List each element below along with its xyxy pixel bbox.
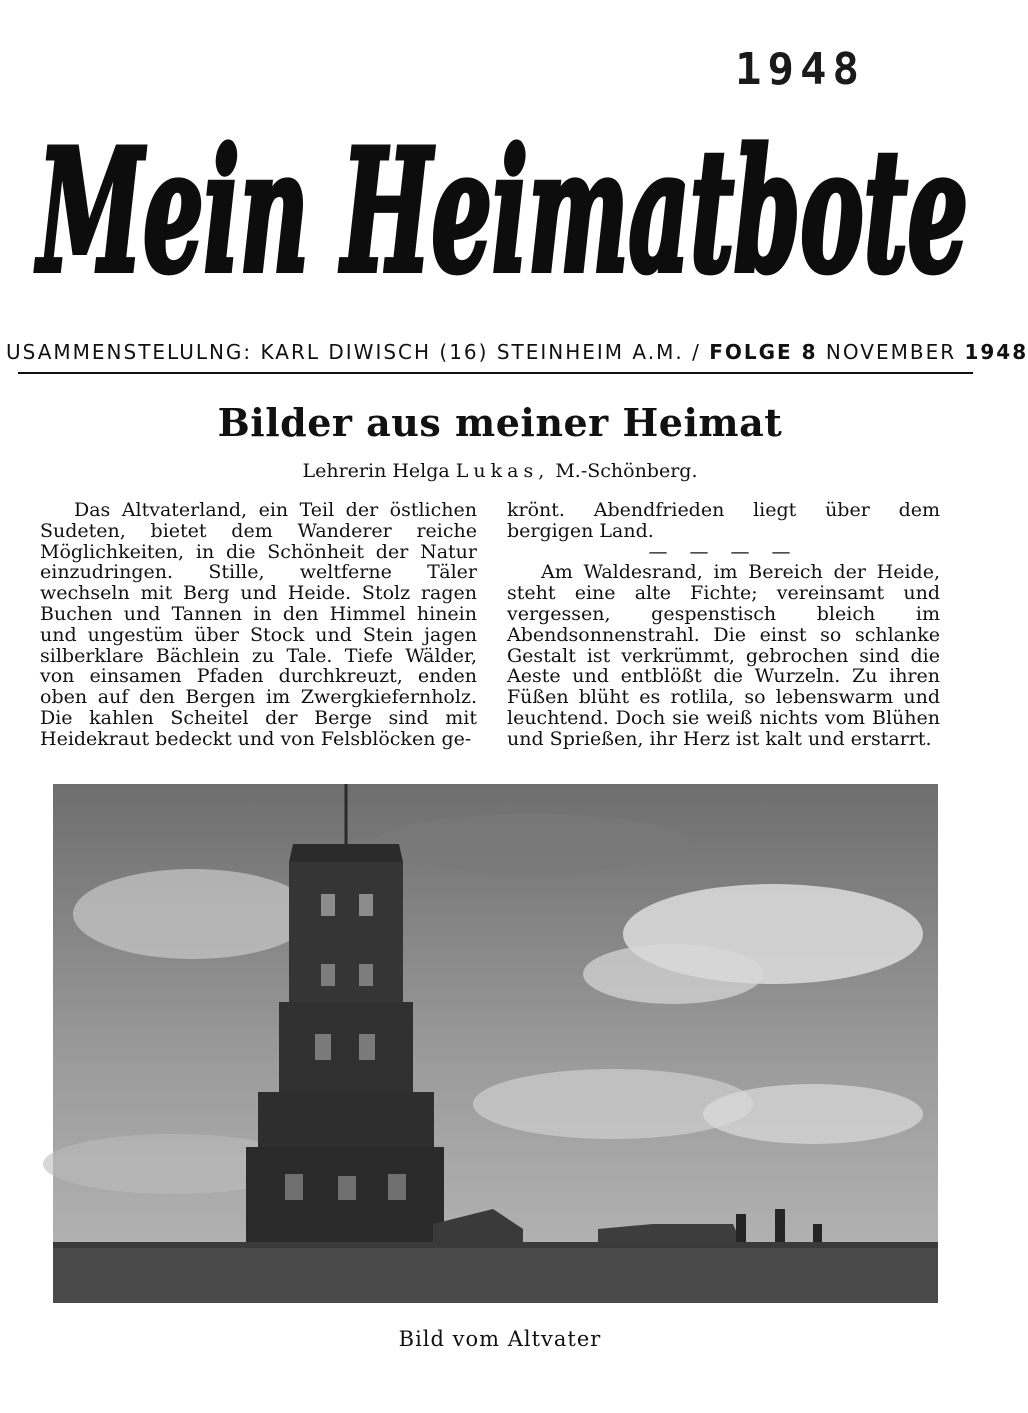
masthead-title: Mein Heimatbote: [35, 112, 969, 310]
article-byline: [0, 460, 1000, 482]
article-paragraph: Am Waldesrand, im Bereich der Heide, steht eine alte Fichte; vereinsamt und vergessen, gespenstisch bleich im Abendsonnenstrahl. Die einst so schlanke Gestalt ist verkrümmt, gebrochen sind die Aeste und entblößt die Wurzeln. Zu ihren Füßen blüht es rotlila, so lebenswarm und leuchtend. Doch sie weiß nichts vom Blühen und Sprießen, ihr Herz ist kalt und erstarrt.: [507, 561, 940, 750]
tower-photo-image: [53, 784, 938, 1303]
masthead-subline: [6, 340, 1028, 364]
issue-number: FOLGE 8: [709, 340, 818, 364]
altvater-photo: [53, 784, 938, 1303]
issue-month: NOVEMBER: [825, 340, 957, 364]
article-column-left: [40, 500, 477, 750]
masthead-rule: [18, 372, 973, 374]
masthead-logo: [28, 90, 978, 330]
editor-address: KARL DIWISCH (16) STEINHEIM A.M.: [260, 340, 684, 364]
author-name: Lukas,: [455, 460, 550, 482]
blackletter-title-graphic: [28, 90, 978, 330]
article-title: Bilder aus meiner Heimat: [217, 400, 783, 445]
article-paragraph: Das Altvaterland, ein Teil der östlichen Sudeten, bietet dem Wanderer reiche Möglichkeiten, in die Schönheit der Natur einzudringen. Stille, weltferne Täler wechseln mit Berg und Heide. Stolz ragen Buchen und Tannen in den Himmel hinein und ungestüm über Stock und Stein jagen silberklare Bächlein zu Tale. Tiefe Wälder, von einsamen Pfaden durchkreuzt, enden oben auf den Bergen im Zwergkiefernholz. Die kahlen Scheitel der Berge sind mit Heidekraut bedeckt und von Felsblöcken ge-: [40, 499, 477, 750]
article-column-right: [507, 500, 940, 750]
date-stamp: [735, 44, 865, 95]
stamp-year: 1948: [735, 44, 865, 95]
article-paragraph-continued: krönt. Abendfrieden liegt über dem bergigen Land.: [507, 499, 940, 542]
photo-caption: Bild vom Altvater: [398, 1327, 602, 1351]
section-separator: — — — —: [648, 540, 799, 563]
printer-label: USAMMENSTELULNG:: [6, 340, 253, 364]
author-place: M.-Schönberg.: [555, 460, 698, 482]
issue-year: 1948: [964, 340, 1028, 364]
author-prefix: Lehrerin Helga: [302, 460, 450, 482]
subline-divider: /: [692, 340, 701, 364]
